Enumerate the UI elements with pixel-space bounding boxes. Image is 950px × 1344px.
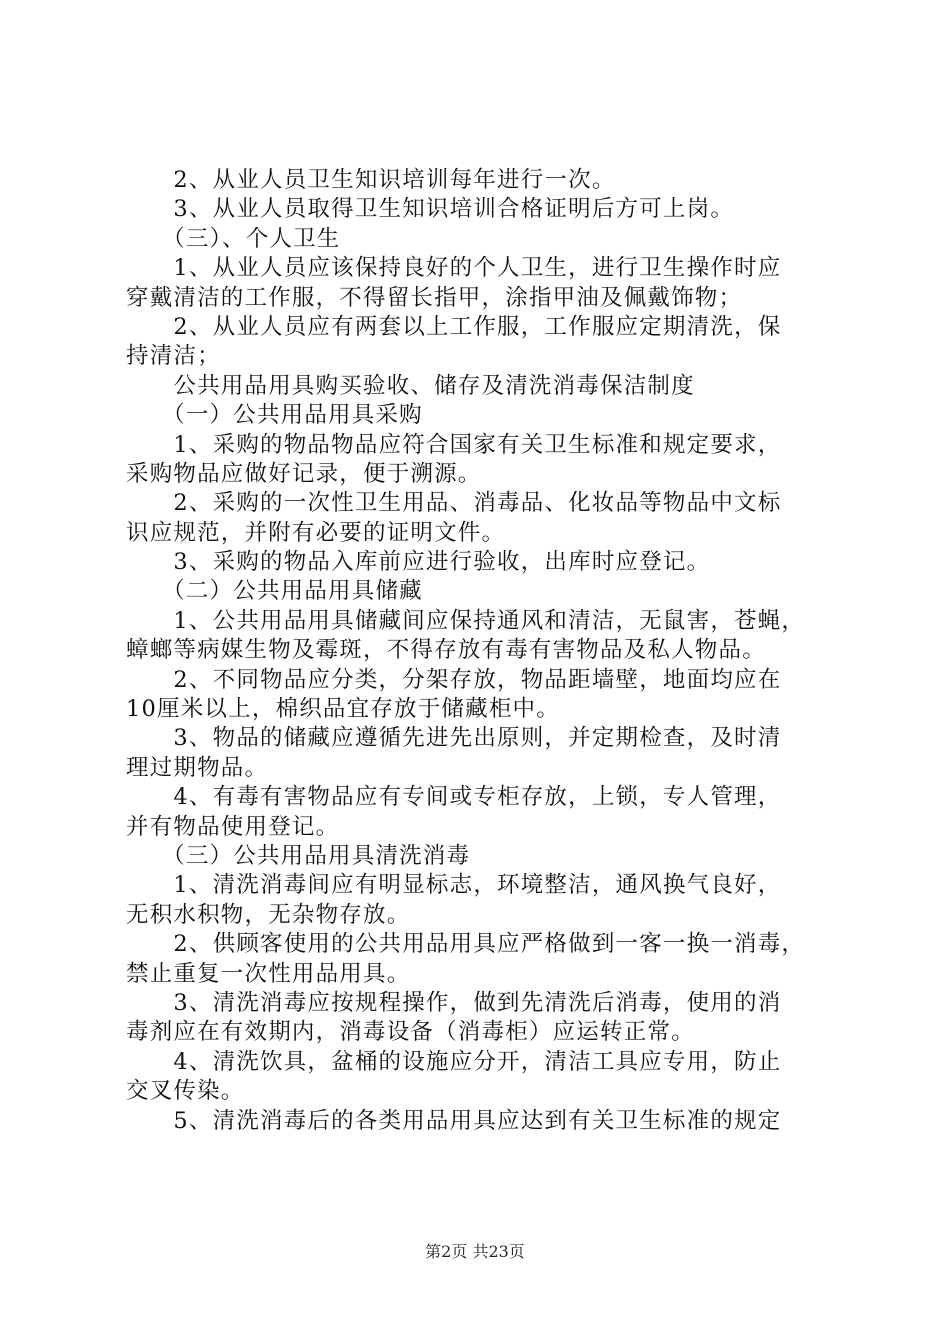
section-heading: （三）公共用品用具清洗消毒 <box>126 842 471 869</box>
text-line: 识应规范，并附有必要的证明文件。 <box>126 519 506 546</box>
text-line: 4、清洗饮具，盆桶的设施应分开，清洁工具应专用，防止 <box>126 1048 782 1075</box>
text-line: 理过期物品。 <box>126 754 269 781</box>
text-line: 3、物品的储藏应遵循先进先出原则，并定期检查，及时清 <box>126 725 782 752</box>
text-line: 毒剂应在有效期内，消毒设备（消毒柜）应运转正常。 <box>126 1019 695 1046</box>
text-line: 2、采购的一次性卫生用品、消毒品、化妆品等物品中文标 <box>126 490 782 517</box>
text-line: 3、采购的物品入库前应进行验收，出库时应登记。 <box>126 549 711 576</box>
text-line: 禁止重复一次性用品用具。 <box>126 960 411 987</box>
text-line: 1、清洗消毒间应有明显标志，环境整洁，通风换气良好， <box>126 872 782 899</box>
text-line: 5、清洗消毒后的各类用品用具应达到有关卫生标准的规定 <box>126 1107 782 1134</box>
section-heading: （一）公共用品用具采购 <box>126 402 423 429</box>
text-line: 穿戴清洁的工作服，不得留长指甲，涂指甲油及佩戴饰物； <box>126 284 743 311</box>
text-line: 并有物品使用登记。 <box>126 813 340 840</box>
text-line: 1、采购的物品物品应符合国家有关卫生标准和规定要求， <box>126 431 782 458</box>
text-line: 2、不同物品应分类，分架存放，物品距墙壁，地面均应在 <box>126 666 782 693</box>
text-line: 采购物品应做好记录，便于溯源。 <box>126 460 482 487</box>
text-line: 持清洁； <box>126 343 221 370</box>
text-line: 3、从业人员取得卫生知识培训合格证明后方可上岗。 <box>126 196 735 223</box>
text-line: 1、从业人员应该保持良好的个人卫生，进行卫生操作时应 <box>126 255 782 282</box>
text-line: 2、从业人员应有两套以上工作服，工作服应定期清洗，保 <box>126 313 782 340</box>
text-line: 2、供顾客使用的公共用品用具应严格做到一客一换一消毒， <box>126 931 806 958</box>
section-heading: （三）、个人卫生 <box>126 225 341 252</box>
document-body <box>126 166 838 1136</box>
text-line: 4、有毒有害物品应有专间或专柜存放，上锁，专人管理， <box>126 784 782 811</box>
text-line: 交叉传染。 <box>126 1078 245 1105</box>
text-line: 蟑螂等病媒生物及霉斑，不得存放有毒有害物品及私人物品。 <box>126 637 766 664</box>
page-number-footer: 第2页 共23页 <box>425 1242 525 1261</box>
text-line: 2、从业人员卫生知识培训每年进行一次。 <box>126 167 616 193</box>
text-line: 1、公共用品用具储藏间应保持通风和清洁，无鼠害，苍蝇， <box>126 607 806 634</box>
text-line: 3、清洗消毒应按规程操作，做到先清洗后消毒，使用的消 <box>126 989 782 1016</box>
text-line: 10厘米以上，棉织品宜存放于储藏柜中。 <box>126 696 560 723</box>
section-heading: （二）公共用品用具储藏 <box>126 578 423 605</box>
document-title: 公共用品用具购买验收、储存及清洗消毒保洁制度 <box>126 372 695 399</box>
text-line: 无积水积物，无杂物存放。 <box>126 901 411 928</box>
